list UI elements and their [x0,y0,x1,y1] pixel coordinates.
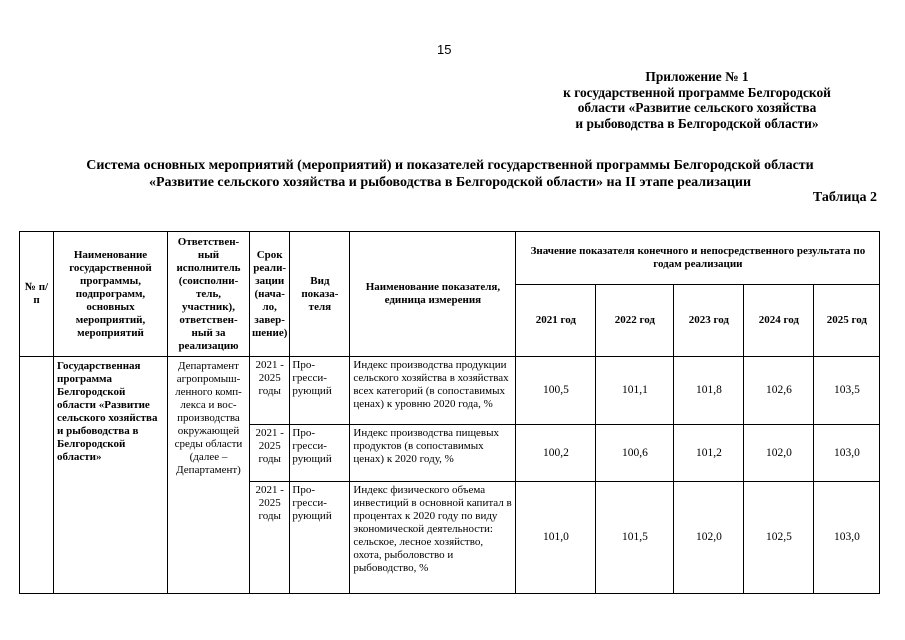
row-number [20,357,54,594]
row-indicator: Индекс производства пищевых продуктов (в сопоставимых ценах) к 2020 году, % [350,425,516,482]
appendix-line: области «Развитие сельского хозяйства [577,100,817,115]
appendix-line: к государственной программе Белгородской [563,84,831,100]
header-term: Срок реали-зации (нача-ло, завер-шение) [250,232,290,357]
header-year: 2024 год [744,285,814,357]
header-indicator: Наименование показателя, единица измерения [350,232,516,357]
program-executor: Департамент агропромыш-ленного комп-лекса и вос-производства окружающей среды области (далее – Департамент) [168,357,250,594]
row-kind: Про-гресси-рующий [290,425,350,482]
row-value-2025: 103,5 [814,357,880,425]
row-value-2025: 103,0 [814,482,880,594]
row-term: 2021 - 2025 годы [250,482,290,594]
row-value-2024: 102,6 [744,357,814,425]
header-year: 2025 год [814,285,880,357]
appendix-heading [537,69,857,131]
row-kind: Про-гресси-рующий [290,357,350,425]
row-value-2024: 102,0 [744,425,814,482]
header-name: Наименование государственной программы, подпрограмм, основных мероприятий, мероприятий [54,232,168,357]
row-term: 2021 - 2025 годы [250,425,290,482]
header-kind: Вид показа-теля [290,232,350,357]
table-label: Таблица 2 [812,190,877,205]
page-number: 15 [437,42,452,57]
row-value-2022: 100,6 [596,425,674,482]
row-kind: Про-гресси-рующий [290,482,350,594]
document-title [20,157,880,191]
program-name: Государственная программа Белгородской области «Развитие сельского хозяйства и рыбоводства в Белгородской области» [54,357,168,594]
appendix-line: Приложение № 1 [645,69,749,84]
header-executor: Ответствен-ный исполнитель (соисполни-тель, участник), ответствен-ный за реализацию [168,232,250,357]
header-num: № п/п [20,232,54,357]
row-value-2021: 101,0 [516,482,596,594]
row-value-2023: 101,8 [674,357,744,425]
title-line: «Развитие сельского хозяйства и рыбоводства в Белгородской области» на II этапе реализации [148,175,752,190]
row-value-2022: 101,5 [596,482,674,594]
row-value-2024: 102,5 [744,482,814,594]
row-value-2025: 103,0 [814,425,880,482]
row-value-2022: 101,1 [596,357,674,425]
indicators-table [19,231,880,594]
row-value-2023: 102,0 [674,482,744,594]
appendix-line: и рыбоводства в Белгородской области» [575,115,819,131]
header-year: 2021 год [516,285,596,357]
row-indicator: Индекс физического объема инвестиций в основной капитал в процентах к 2020 году по виду экономической деятельности: сельское, лесное хозяйство, охота, рыболовство и рыбоводство, % [350,482,516,594]
row-value-2021: 100,2 [516,425,596,482]
row-indicator: Индекс производства продукции сельского хозяйства в хозяйствах всех категорий (в сопоставимых ценах) к уровню 2020 года, % [350,357,516,425]
header-values-group: Значение показателя конечного и непосредственного результата по годам реализации [516,232,880,285]
header-year: 2023 год [674,285,744,357]
row-value-2021: 100,5 [516,357,596,425]
table-row [20,357,880,425]
row-value-2023: 101,2 [674,425,744,482]
title-line: Система основных мероприятий (мероприятий) и показателей государственной программы Белгородской области [86,158,814,173]
header-year: 2022 год [596,285,674,357]
row-term: 2021 - 2025 годы [250,357,290,425]
